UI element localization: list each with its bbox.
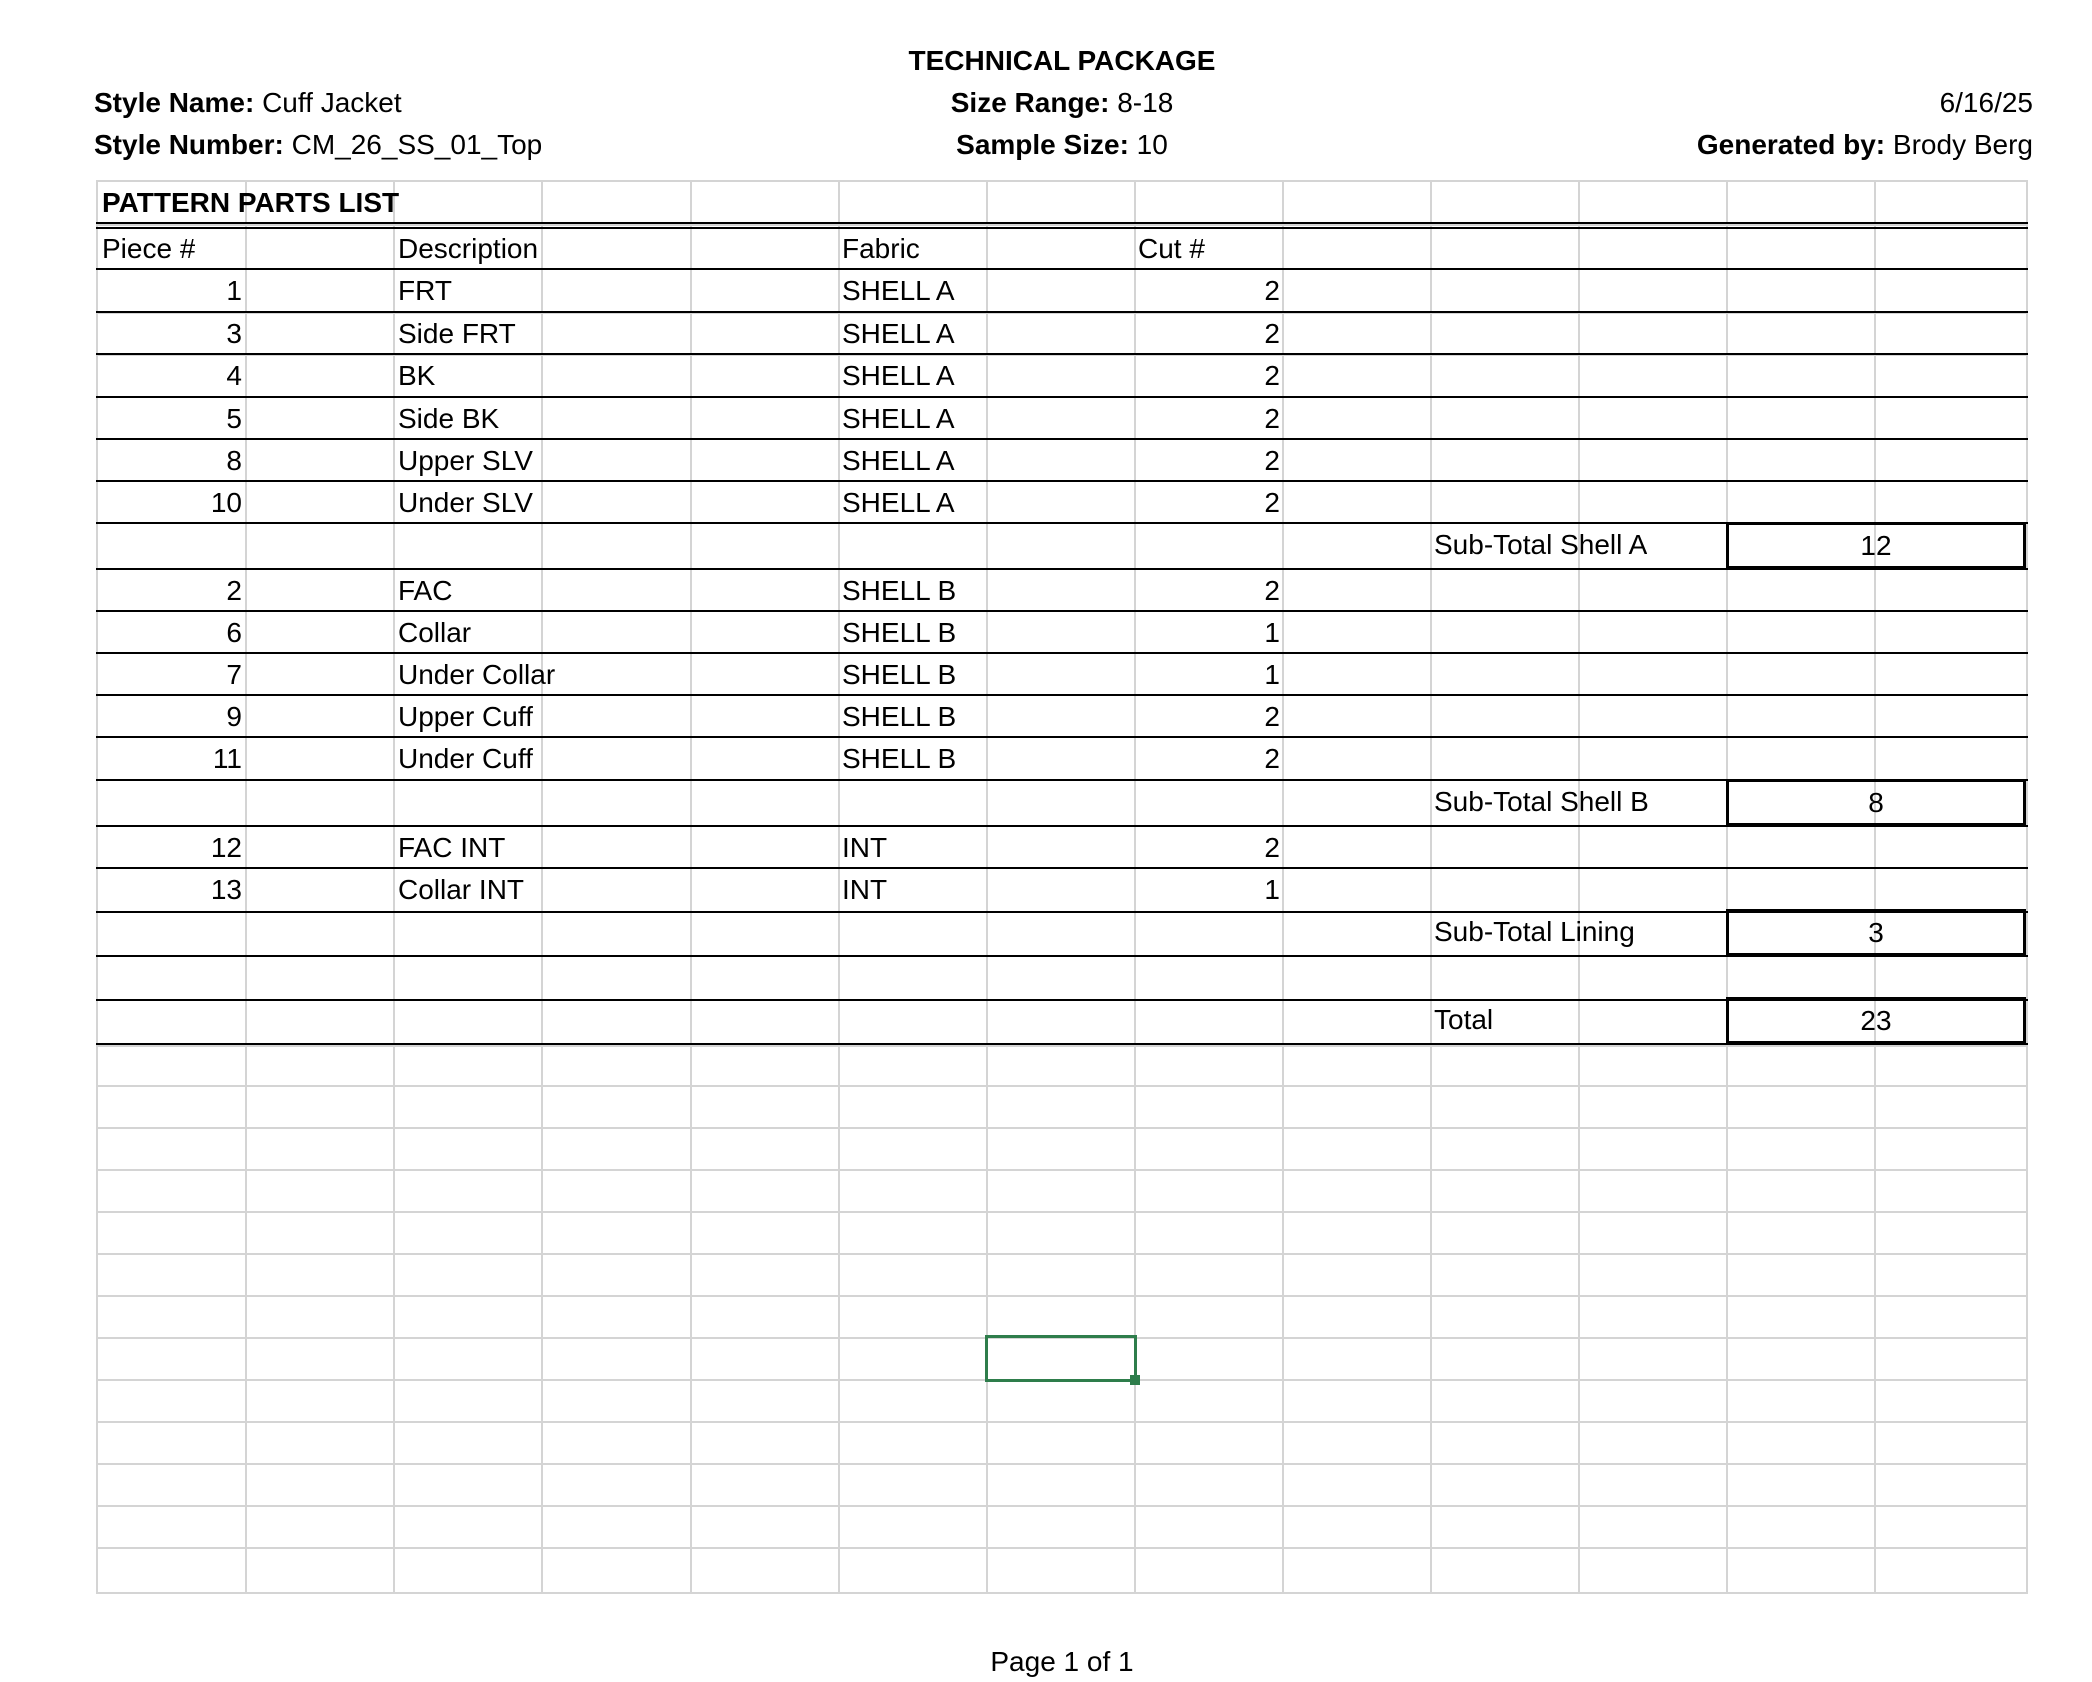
document-title: TECHNICAL PACKAGE bbox=[908, 45, 1216, 76]
size-range bbox=[0, 83, 2092, 123]
fabric: SHELL B bbox=[842, 617, 957, 648]
piece-description: Side FRT bbox=[398, 318, 516, 349]
style-name-value: Cuff Jacket bbox=[262, 87, 402, 118]
piece-description: Collar bbox=[398, 617, 472, 648]
fabric: SHELL B bbox=[842, 575, 957, 606]
fabric: SHELL B bbox=[842, 659, 957, 690]
generated-by-label: Generated by: bbox=[1696, 129, 1886, 160]
piece-description: Upper Cuff bbox=[398, 701, 533, 732]
gridline-horizontal bbox=[96, 1463, 2028, 1465]
cut-count: 2 bbox=[1264, 487, 1280, 518]
cut-count: 2 bbox=[1264, 743, 1280, 774]
fabric: SHELL A bbox=[842, 445, 955, 476]
row-border bbox=[96, 438, 2028, 440]
size-range-value: 8-18 bbox=[1117, 87, 1174, 118]
piece-number: 6 bbox=[226, 617, 242, 648]
piece-number: 10 bbox=[210, 487, 242, 518]
column-header-cut: Cut # bbox=[1138, 233, 1205, 264]
piece-description: FAC bbox=[398, 575, 453, 606]
fabric: SHELL A bbox=[842, 318, 955, 349]
fill-handle[interactable] bbox=[1130, 1375, 1140, 1385]
gridline-horizontal bbox=[96, 1295, 2028, 1297]
piece-description: Under Cuff bbox=[398, 743, 533, 774]
cut-count: 1 bbox=[1264, 659, 1280, 690]
subtotal-shell-b-value[interactable]: 8 bbox=[1726, 779, 2026, 826]
subtotal-shell-a-label: Sub-Total Shell A bbox=[1434, 529, 1648, 560]
fabric: INT bbox=[842, 832, 888, 863]
cut-count: 2 bbox=[1264, 360, 1280, 391]
gridline-horizontal bbox=[96, 1547, 2028, 1549]
piece-number: 3 bbox=[226, 318, 242, 349]
gridline-horizontal bbox=[96, 1211, 2028, 1213]
page-number: Page 1 of 1 bbox=[990, 1646, 1134, 1677]
cut-count: 1 bbox=[1264, 617, 1280, 648]
piece-description: FRT bbox=[398, 275, 452, 306]
piece-number: 12 bbox=[210, 832, 242, 863]
size-range-label: Size Range: bbox=[950, 87, 1110, 118]
fabric: SHELL A bbox=[842, 275, 955, 306]
row-border bbox=[96, 652, 2028, 654]
cut-count: 2 bbox=[1264, 318, 1280, 349]
row-border bbox=[96, 311, 2028, 313]
subtotal-shell-b-label: Sub-Total Shell B bbox=[1434, 786, 1649, 817]
row-border bbox=[96, 480, 2028, 482]
piece-number: 7 bbox=[226, 659, 242, 690]
fabric: SHELL B bbox=[842, 743, 957, 774]
piece-number: 5 bbox=[226, 403, 242, 434]
piece-number: 2 bbox=[226, 575, 242, 606]
gridline-horizontal bbox=[96, 1592, 2028, 1594]
cut-count: 2 bbox=[1264, 832, 1280, 863]
gridline-horizontal bbox=[96, 1085, 2028, 1087]
gridline-horizontal bbox=[96, 1253, 2028, 1255]
subtotal-lining-label: Sub-Total Lining bbox=[1434, 916, 1635, 947]
gridline-horizontal bbox=[96, 224, 2028, 226]
generated-by bbox=[1697, 125, 2033, 165]
piece-number: 13 bbox=[210, 874, 242, 905]
generated-by-value: Brody Berg bbox=[1892, 129, 2033, 160]
fabric: SHELL A bbox=[842, 360, 955, 391]
fabric: SHELL A bbox=[842, 487, 955, 518]
piece-description: Collar INT bbox=[398, 874, 525, 905]
date: 6/16/25 bbox=[1939, 87, 2033, 118]
gridline-horizontal bbox=[96, 1505, 2028, 1507]
total-label: Total bbox=[1434, 1004, 1494, 1035]
piece-description: Side BK bbox=[398, 403, 500, 434]
fabric: SHELL A bbox=[842, 403, 955, 434]
piece-number: 4 bbox=[226, 360, 242, 391]
piece-number: 11 bbox=[212, 743, 242, 774]
fabric: SHELL B bbox=[842, 701, 957, 732]
piece-description: Under SLV bbox=[398, 487, 533, 518]
piece-description: Under Collar bbox=[398, 659, 556, 690]
subtotal-lining-value[interactable]: 3 bbox=[1726, 909, 2026, 956]
row-border bbox=[96, 396, 2028, 398]
style-name-label: Style Name: bbox=[94, 87, 255, 118]
selected-cell[interactable] bbox=[985, 1335, 1137, 1382]
row-border bbox=[96, 736, 2028, 738]
style-number-label: Style Number: bbox=[94, 129, 284, 160]
piece-description: BK bbox=[398, 360, 436, 391]
section-title: PATTERN PARTS LIST bbox=[102, 187, 400, 218]
fabric: INT bbox=[842, 874, 888, 905]
gridline-horizontal bbox=[96, 1169, 2028, 1171]
cut-count: 1 bbox=[1264, 874, 1280, 905]
piece-description: FAC INT bbox=[398, 832, 506, 863]
column-header-fabric: Fabric bbox=[842, 233, 920, 264]
gridline-horizontal bbox=[96, 1421, 2028, 1423]
piece-number: 1 bbox=[226, 275, 242, 306]
row-border bbox=[96, 694, 2028, 696]
piece-number: 8 bbox=[226, 445, 242, 476]
row-border bbox=[96, 867, 2028, 869]
row-border bbox=[96, 610, 2028, 612]
cut-count: 2 bbox=[1264, 275, 1280, 306]
row-border bbox=[96, 353, 2028, 355]
gridline-horizontal bbox=[96, 1127, 2028, 1129]
column-header-piece: Piece # bbox=[102, 233, 196, 264]
cut-count: 2 bbox=[1264, 701, 1280, 732]
border-double-bottom bbox=[96, 227, 2028, 229]
column-header-description: Description bbox=[398, 233, 539, 264]
sample-size-label: Sample Size: bbox=[956, 129, 1129, 160]
subtotal-shell-a-value[interactable]: 12 bbox=[1726, 522, 2026, 569]
total-value[interactable]: 23 bbox=[1726, 997, 2026, 1044]
gridline-horizontal bbox=[96, 1045, 2028, 1047]
cut-count: 2 bbox=[1264, 403, 1280, 434]
piece-description: Upper SLV bbox=[398, 445, 533, 476]
row-border bbox=[96, 268, 2028, 270]
piece-number: 9 bbox=[226, 701, 242, 732]
cut-count: 2 bbox=[1264, 445, 1280, 476]
style-number-value: CM_26_SS_01_Top bbox=[291, 129, 543, 160]
cut-count: 2 bbox=[1264, 575, 1280, 606]
sample-size-value: 10 bbox=[1136, 129, 1168, 160]
